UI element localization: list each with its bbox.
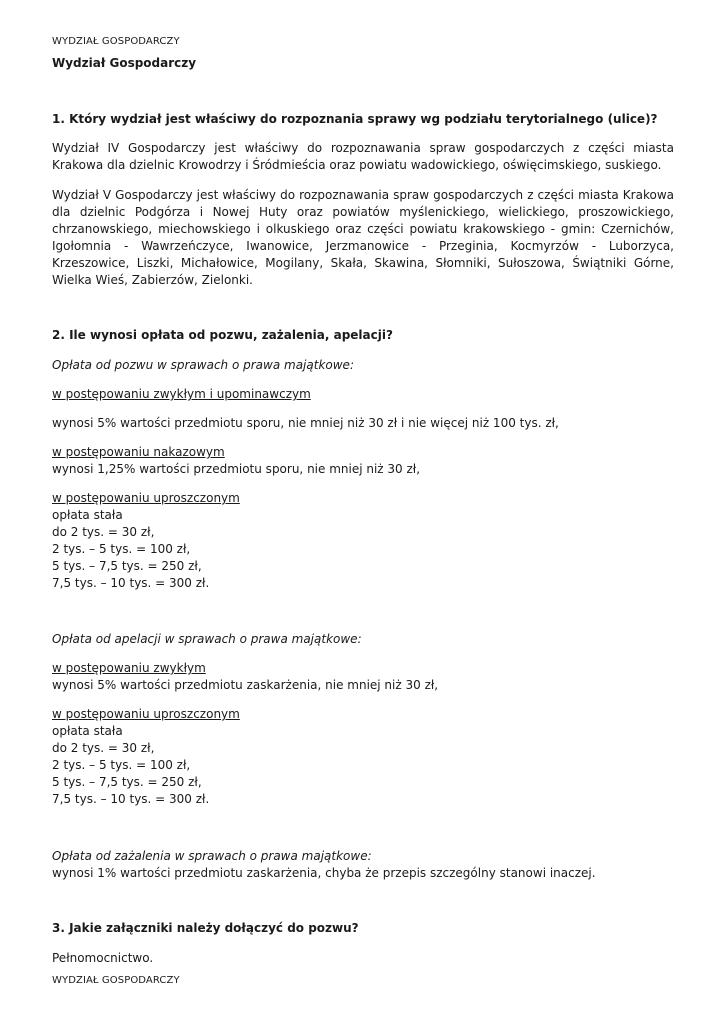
zazalenie-fee-label: Opłata od zażalenia w sprawach o prawa majątkowe: bbox=[52, 849, 372, 863]
pozew-injunction-text: wynosi 1,25% wartości przedmiotu sporu, nie mniej niż 30 zł, bbox=[52, 462, 421, 476]
pozew-injunction-label: w postępowaniu nakazowym bbox=[52, 445, 225, 459]
apelacja-fee-label: Opłata od apelacji w sprawach o prawa majątkowe: bbox=[52, 632, 362, 646]
question-1-heading: 1. Który wydział jest właściwy do rozpoznania sprawy wg podziału terytorialnego (ulice)? bbox=[52, 112, 658, 126]
question-2-heading: 2. Ile wynosi opłata od pozwu, zażalenia, apelacji? bbox=[52, 328, 393, 342]
fee-line: 2 tys. – 5 tys. = 100 zł, bbox=[52, 758, 191, 772]
running-footer: WYDZIAŁ GOSPODARCZY bbox=[52, 975, 180, 986]
fee-line: opłata stała bbox=[52, 724, 123, 738]
fee-line: 5 tys. – 7,5 tys. = 250 zł, bbox=[52, 775, 202, 789]
fee-line: opłata stała bbox=[52, 508, 123, 522]
apelacja-simplified-label: w postępowaniu uproszczonym bbox=[52, 707, 240, 721]
question-3-answer: Pełnomocnictwo. bbox=[52, 951, 154, 965]
apelacja-ordinary-text: wynosi 5% wartości przedmiotu zaskarżenia, nie mniej niż 30 zł, bbox=[52, 678, 439, 692]
question-3-heading: 3. Jakie załączniki należy dołączyć do pozwu? bbox=[52, 921, 359, 935]
fee-line: 2 tys. – 5 tys. = 100 zł, bbox=[52, 542, 191, 556]
fee-line: do 2 tys. = 30 zł, bbox=[52, 525, 155, 539]
document-title: Wydział Gospodarczy bbox=[52, 56, 197, 70]
running-header: WYDZIAŁ GOSPODARCZY bbox=[52, 36, 180, 47]
fee-line: 5 tys. – 7,5 tys. = 250 zł, bbox=[52, 559, 202, 573]
pozew-simplified-label: w postępowaniu uproszczonym bbox=[52, 491, 240, 505]
apelacja-simplified-fees bbox=[52, 723, 674, 808]
question-1-paragraph-2: Wydział V Gospodarczy jest właściwy do rozpoznawania spraw gospodarczych z części miasta Krakowa dla dzielnic Podgórza i Nowej Huty oraz powiatów myślenickiego, wielickiego, proszowickiego, chrzanowskiego, miechowskiego i olkuskiego oraz części powiatu krakowskiego - gmin: Czernichów, Igołomnia - Wawrzeńczyce, Iwanowice, Jerzmanowice - Przeginia, Kocmyrzów - Luborzyca, Krzeszowice, Liszki, Michałowice, Mogilany, Skała, Skawina, Słomniki, Sułoszowa, Świątniki Górne, Wielka Wieś, Zabierzów, Zielonki. bbox=[52, 188, 674, 287]
pozew-fee-label: Opłata od pozwu w sprawach o prawa majątkowe: bbox=[52, 358, 354, 372]
fee-line: 7,5 tys. – 10 tys. = 300 zł. bbox=[52, 576, 210, 590]
pozew-ordinary-text: wynosi 5% wartości przedmiotu sporu, nie mniej niż 30 zł i nie więcej niż 100 tys. zł, bbox=[52, 416, 559, 430]
pozew-ordinary-label: w postępowaniu zwykłym i upominawczym bbox=[52, 387, 311, 401]
fee-line: 7,5 tys. – 10 tys. = 300 zł. bbox=[52, 792, 210, 806]
fee-line: do 2 tys. = 30 zł, bbox=[52, 741, 155, 755]
zazalenie-fee-text: wynosi 1% wartości przedmiotu zaskarżenia, chyba że przepis szczególny stanowi inaczej. bbox=[52, 866, 596, 880]
pozew-simplified-fees bbox=[52, 507, 674, 592]
apelacja-ordinary-label: w postępowaniu zwykłym bbox=[52, 661, 206, 675]
question-1-paragraph-1: Wydział IV Gospodarczy jest właściwy do rozpoznawania spraw gospodarczych z części miasta Krakowa dla dzielnic Krowodrzy i Śródmieścia oraz powiatu wadowickiego, oświęcimskiego, suskiego. bbox=[52, 141, 674, 172]
